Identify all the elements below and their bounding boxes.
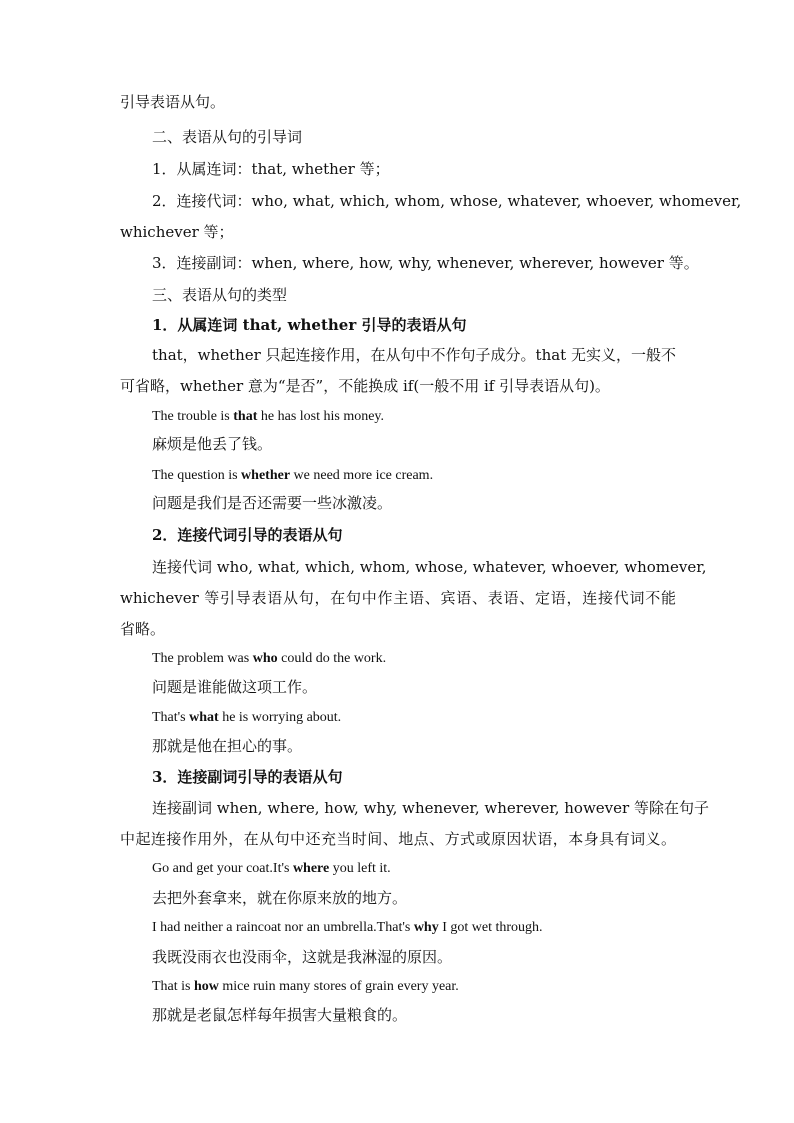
example-sentence: The question is whether we need more ice cream. — [152, 468, 434, 483]
example-sentence: The trouble is that he has lost his money. — [152, 409, 385, 424]
paragraph-line: 连接代词 who, what, which, whom, whose, whatever, whoever, whomever, — [152, 558, 707, 576]
example-sentence: The problem was who could do the work. — [152, 651, 387, 666]
section-heading: 三、表语从句的类型 — [152, 286, 288, 304]
subsection-heading: 3．连接副词引导的表语从句 — [152, 768, 343, 786]
paragraph-line: 连接副词 when, where, how, why, whenever, wherever, however 等除在句子 — [152, 799, 709, 817]
example-translation: 去把外套拿来，就在你原来放的地方。 — [152, 889, 408, 907]
subsection-heading: 2．连接代词引导的表语从句 — [152, 526, 343, 544]
paragraph-line: 省略。 — [120, 620, 166, 638]
example-translation: 那就是他在担心的事。 — [152, 737, 303, 755]
example-sentence: Go and get your coat.It's where you left it. — [152, 861, 391, 876]
example-translation: 问题是谁能做这项工作。 — [152, 678, 318, 696]
example-sentence: That is how mice ruin many stores of grain every year. — [152, 979, 459, 994]
section-heading: 二、表语从句的引导词 — [152, 128, 303, 146]
paragraph-line: whichever 等引导表语从句，在句中作主语、宾语、表语、定语，连接代词不能 — [120, 589, 676, 607]
paragraph-line: that，whether 只起连接作用，在从句中不作句子成分。that 无实义，一般不 — [152, 346, 676, 364]
example-translation: 那就是老鼠怎样每年损害大量粮食的。 — [152, 1006, 408, 1024]
example-translation: 问题是我们是否还需要一些冰激凌。 — [152, 494, 393, 512]
example-translation: 麻烦是他丢了钱。 — [152, 435, 273, 453]
paragraph-line: 可省略，whether 意为“是否”，不能换成 if(一般不用 if 引导表语从句)。 — [120, 377, 610, 395]
example-translation: 我既没雨衣也没雨伞，这就是我淋湿的原因。 — [152, 948, 453, 966]
paragraph-line: 引导表语从句。 — [120, 93, 226, 111]
subsection-heading: 1．从属连词 that, whether 引导的表语从句 — [152, 316, 467, 334]
list-item: 1．从属连词：that, whether 等； — [152, 160, 390, 178]
list-item: 2．连接代词：who, what, which, whom, whose, whatever, whoever, whomever, — [152, 192, 742, 210]
list-item: 3．连接副词：when, where, how, why, whenever, wherever, however 等。 — [152, 254, 699, 272]
example-sentence: I had neither a raincoat nor an umbrella.That's why I got wet through. — [152, 920, 543, 935]
example-sentence: That's what he is worrying about. — [152, 710, 342, 725]
paragraph-line: 中起连接作用外，在从句中还充当时间、地点、方式或原因状语，本身具有词义。 — [120, 830, 676, 848]
list-item-continuation: whichever 等； — [120, 223, 234, 241]
